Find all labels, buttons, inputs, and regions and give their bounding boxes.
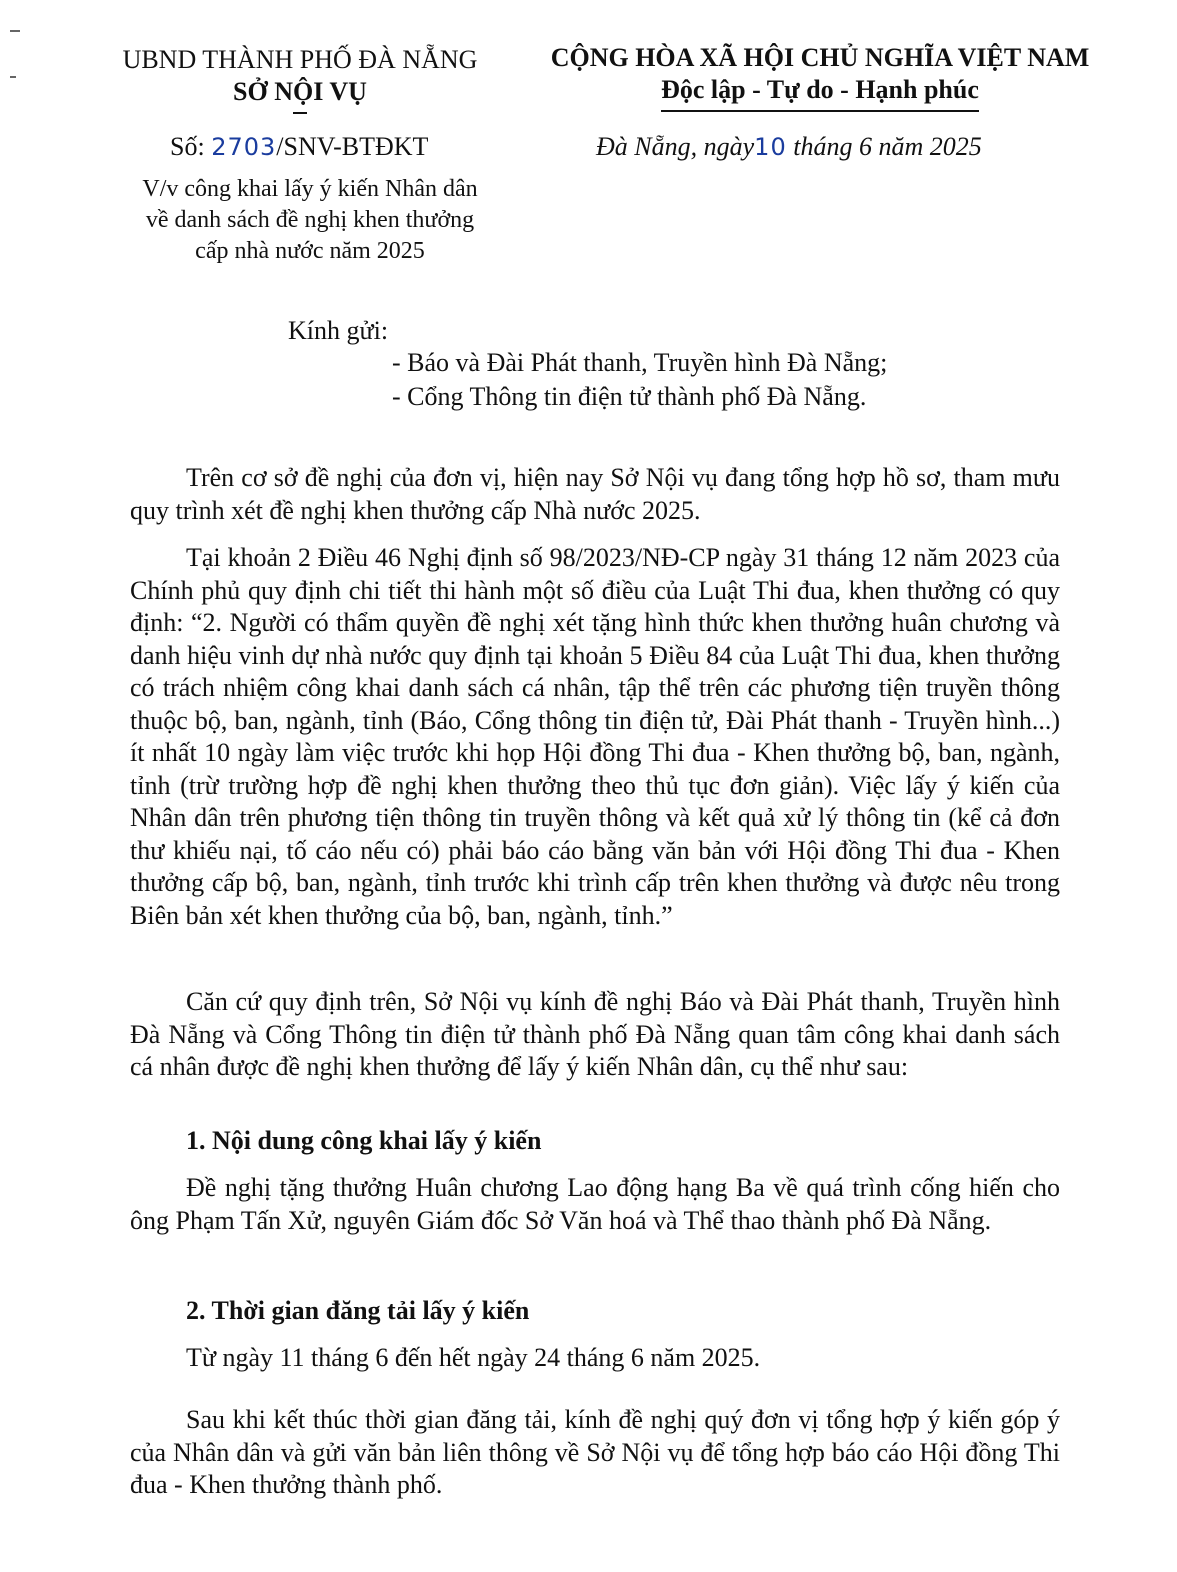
- document-number: [170, 130, 428, 164]
- section-heading: 2. Thời gian đăng tải lấy ý kiến: [186, 1296, 530, 1325]
- recipient-item: - Cổng Thông tin điện tử thành phố Đà Nẵng.: [392, 382, 867, 411]
- body-paragraph: Tại khoản 2 Điều 46 Nghị định số 98/2023/NĐ-CP ngày 31 tháng 12 năm 2023 của Chính phủ quy định chi tiết thi hành một số điều của Luật Thi đua, khen thưởng có quy định: “2. Người có thẩm quyền đề nghị xét tặng hình thức khen thưởng huân chương và danh hiệu vinh dự nhà nước quy định tại khoản 5 Điều 84 của Luật Thi đua, khen thưởng có trách nhiệm công khai danh sách cá nhân, tập thể trên các phương tiện truyền thông thuộc bộ, ban, ngành, tỉnh (Báo, Cổng thông tin điện tử, Đài Phát thanh - Truyền hình...) ít nhất 10 ngày làm việc trước khi họp Hội đồng Thi đua - Khen thưởng bộ, ban, ngành, tỉnh (trừ trường hợp đề nghị khen thưởng theo thủ tục đơn giản). Việc lấy ý kiến của Nhân dân trên phương tiện thông tin truyền thông và kết quả xử lý thông tin (kể cả đơn thư khiếu nại, tố cáo nếu có) phải báo cáo bằng văn bản với Hội đồng Thi đua - Khen thưởng cấp bộ, ban, ngành, tỉnh trước khi trình cấp trên khen thưởng và được nêu trong Biên bản xét khen thưởng của bộ, ban, ngành, tỉnh.”: [130, 543, 1060, 930]
- authority-dept: [233, 76, 367, 108]
- subject-line: về danh sách đề nghị khen thưởng: [145, 207, 475, 233]
- body-paragraph: Căn cứ quy định trên, Sở Nội vụ kính đề nghị Báo và Đài Phát thanh, Truyền hình Đà Nẵng và Cổng Thông tin điện tử thành phố Đà Nẵng quan tâm công khai danh sách cá nhân được đề nghị khen thưởng để lấy ý kiến Nhân dân, cụ thể như sau:: [130, 987, 1060, 1081]
- scan-edge-mark: [10, 76, 16, 78]
- body-paragraph: Đề nghị tặng thưởng Huân chương Lao động hạng Ba về quá trình cống hiến cho ông Phạm Tấn Xử, nguyên Giám đốc Sở Văn hoá và Thể thao thành phố Đà Nẵng.: [130, 1173, 1060, 1235]
- doc-number-handwritten: 2703: [211, 133, 277, 161]
- recipient-list: [392, 346, 887, 414]
- recipient-item: - Báo và Đài Phát thanh, Truyền hình Đà Nẵng;: [392, 348, 888, 377]
- scan-edge-mark: [10, 30, 20, 32]
- doc-number-prefix: Số:: [170, 132, 205, 161]
- nation-name: CỘNG HÒA XÃ HỘI CHỦ NGHĨA VIỆT NAM: [550, 43, 1090, 72]
- national-header: [520, 42, 1120, 106]
- subject-line: cấp nhà nước năm 2025: [195, 238, 425, 264]
- salutation: Kính gửi:: [288, 316, 389, 345]
- body-paragraph: Sau khi kết thúc thời gian đăng tải, kính đề nghị quý đơn vị tổng hợp ý kiến góp ý của Nhân dân và gửi văn bản liên thông về Sở Nội vụ để tổng hợp báo cáo Hội đồng Thi đua - Khen thưởng thành phố.: [130, 1405, 1060, 1499]
- subject-summary: [110, 174, 510, 267]
- motto-underline: [661, 110, 979, 112]
- issuing-authority: [100, 44, 500, 108]
- subject-line: V/v công khai lấy ý kiến Nhân dân: [142, 176, 478, 202]
- document-date: [596, 130, 982, 164]
- section-heading: 1. Nội dung công khai lấy ý kiến: [186, 1126, 542, 1155]
- authority-dept-label: SỞ NỘI VỤ: [233, 77, 367, 106]
- national-motto-label: Độc lập - Tự do - Hạnh phúc: [661, 75, 979, 104]
- national-motto: [661, 74, 979, 106]
- doc-number-suffix: /SNV-BTĐKT: [276, 132, 429, 161]
- body-paragraph: Trên cơ sở đề nghị của đơn vị, hiện nay Sở Nội vụ đang tổng hợp hồ sơ, tham mưu quy trình xét đề nghị khen thưởng cấp Nhà nước 2025.: [130, 463, 1060, 525]
- body-paragraph: Từ ngày 11 tháng 6 đến hết ngày 24 tháng 6 năm 2025.: [186, 1343, 761, 1372]
- date-handwritten-day: 10: [754, 133, 787, 161]
- date-before: Đà Nẵng, ngày: [596, 132, 755, 161]
- date-after: tháng 6 năm 2025: [793, 132, 982, 161]
- dept-underline: [293, 112, 307, 114]
- authority-org: UBND THÀNH PHỐ ĐÀ NẴNG: [122, 45, 478, 74]
